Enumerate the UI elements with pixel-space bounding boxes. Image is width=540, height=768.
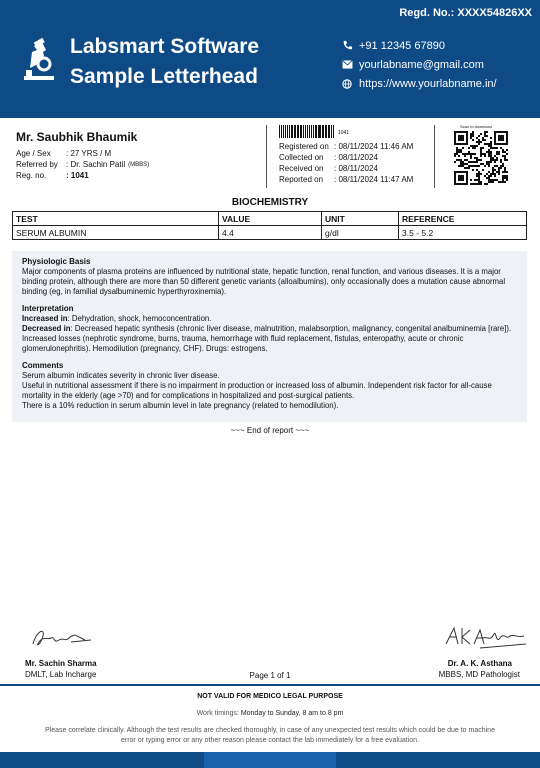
decreased-text: : Decreased hepatic synthesis (chronic liver disease, malnutrition, malabsorption, malignancy, congenital analbuminemia [rare]). Increased losses (nephrotic syndrome, burns, trauma, hemorrhage with fluid replacement, fistulas, enteropathy, acute or chronic glomerulonephritis). Hemodilution (pregnancy, CHF). Drugs: estrogens. <box>22 324 512 353</box>
comment-1: Serum albumin indicates severity in chronic liver disease. <box>22 371 220 380</box>
collected-row <box>279 152 413 163</box>
cell-value: 4.4 <box>219 226 322 240</box>
divider-right <box>434 125 435 188</box>
patient-info <box>16 130 266 181</box>
registered-row <box>279 141 413 152</box>
comment-3: There is a 10% reduction in serum albumin level in late pregnancy (related to hemodilution). <box>22 401 339 410</box>
email-row <box>340 55 497 74</box>
letterhead-header <box>0 0 540 118</box>
age-sex-label: Age / Sex <box>16 149 51 158</box>
referred-value: : Dr. Sachin Patil <box>66 160 126 169</box>
comment-2: Useful in nutritional assessment if there is no impairment in production or increased loss of albumin. Independent risk factor for all-cause mortality in the elderly (age >70) and for complications in hospitalized and post-surgical patients. <box>22 381 492 400</box>
reported-row <box>279 174 413 185</box>
received-value: : 08/11/2024 <box>334 164 378 173</box>
col-value: VALUE <box>219 212 322 226</box>
mail-icon <box>340 59 354 71</box>
right-signer-name: Dr. A. K. Asthana <box>447 659 512 668</box>
phone-row <box>340 36 497 55</box>
referred-row <box>16 159 266 170</box>
section-title: BIOCHEMISTRY <box>231 197 309 208</box>
flask-logo-icon <box>22 38 56 82</box>
brand-line-2: Sample Letterhead <box>70 65 258 88</box>
col-test: TEST <box>13 212 219 226</box>
increased-text: : Dehydration, shock, hemoconcentration. <box>67 314 212 323</box>
cell-unit: g/dl <box>322 226 399 240</box>
decreased-row <box>22 324 517 354</box>
collected-value: : 08/11/2024 <box>334 153 378 162</box>
col-unit: UNIT <box>322 212 399 226</box>
table-header-row <box>13 212 527 226</box>
physiologic-text: Major components of plasma proteins are influenced by nutritional state, hepatic function, renal function, and various diseases. It is a major binding protein, although there are more than 50 different genetic variants (alloalbumins), only occasionally does a mutation cause abnormal binding (eg, in familial dysalbuminemic hyperthyroxinemia). <box>22 267 506 296</box>
registered-label: Registered on <box>279 142 329 151</box>
referred-label: Referred by <box>16 160 58 169</box>
received-label: Received on <box>279 164 324 173</box>
increased-label: Increased in <box>22 314 68 323</box>
phone-icon <box>340 40 354 52</box>
left-signer-role: DMLT, Lab Incharge <box>25 670 97 679</box>
report-dates <box>279 141 413 185</box>
comments-title: Comments <box>22 361 64 370</box>
left-signer-name: Mr. Sachin Sharma <box>25 659 97 668</box>
registered-value: : 08/11/2024 11:46 AM <box>334 142 414 151</box>
timings-value: Monday to Sunday, 8 am to 8 pm <box>240 710 344 717</box>
cell-test: SERUM ALBUMIN <box>13 226 219 240</box>
notes-panel <box>12 251 527 422</box>
right-signer-role: MBBS, MD Pathologist <box>438 670 520 679</box>
col-reference: REFERENCE <box>399 212 527 226</box>
brand-name <box>70 32 259 92</box>
signature-left-icon <box>25 622 135 652</box>
reported-value: : 08/11/2024 11:47 AM <box>334 175 414 184</box>
barcode <box>279 125 335 138</box>
not-valid-notice: NOT VALID FOR MEDICO LEGAL PURPOSE <box>197 693 343 700</box>
phone-number[interactable]: +91 12345 67890 <box>359 39 445 52</box>
timings-label: Work timings: <box>196 710 239 717</box>
globe-icon <box>340 78 354 90</box>
brand-line-1: Labsmart Software <box>70 35 260 58</box>
work-timings <box>0 710 540 717</box>
results-table <box>12 211 527 240</box>
referred-suffix: (MBBS) <box>128 161 150 168</box>
disclaimer: Please correlate clinically. Although the test results are checked thoroughly, in case of any unexpected test results which could be due to machine error or typing error or any other reason please contact the lab immediately for a free evaluation. <box>45 727 495 744</box>
collected-label: Collected on <box>279 153 324 162</box>
contact-block <box>340 36 497 93</box>
qr-label: Scan to download <box>460 124 492 129</box>
qr-code-icon[interactable] <box>454 131 508 185</box>
interpretation-title: Interpretation <box>22 304 74 313</box>
reg-value: : 1041 <box>66 171 89 180</box>
divider-left <box>266 125 267 188</box>
reg-row <box>16 170 266 181</box>
barcode-number: 1041 <box>338 130 350 136</box>
email-address[interactable]: yourlabname@gmail.com <box>359 58 484 71</box>
end-of-report: ~~~ End of report ~~~ <box>230 426 310 435</box>
signature-right-icon <box>440 622 530 652</box>
patient-name: Mr. Saubhik Bhaumik <box>16 130 138 144</box>
reg-label: Reg. no. <box>16 171 47 180</box>
website-row <box>340 74 497 93</box>
decreased-label: Decreased in <box>22 324 71 333</box>
page-number: Page 1 of 1 <box>249 671 291 680</box>
increased-row <box>22 314 517 324</box>
table-row <box>13 226 527 240</box>
footer-bar <box>0 752 540 768</box>
footer-divider <box>0 684 540 686</box>
registration-number: Regd. No.: XXXX54826XX <box>399 7 532 19</box>
physiologic-title: Physiologic Basis <box>22 257 91 266</box>
cell-reference: 3.5 - 5.2 <box>399 226 527 240</box>
reported-label: Reported on <box>279 175 324 184</box>
website-link[interactable]: https://www.yourlabname.in/ <box>359 77 497 90</box>
age-sex-value: : 27 YRS / M <box>66 149 112 158</box>
age-sex-row <box>16 148 266 159</box>
received-row <box>279 163 413 174</box>
